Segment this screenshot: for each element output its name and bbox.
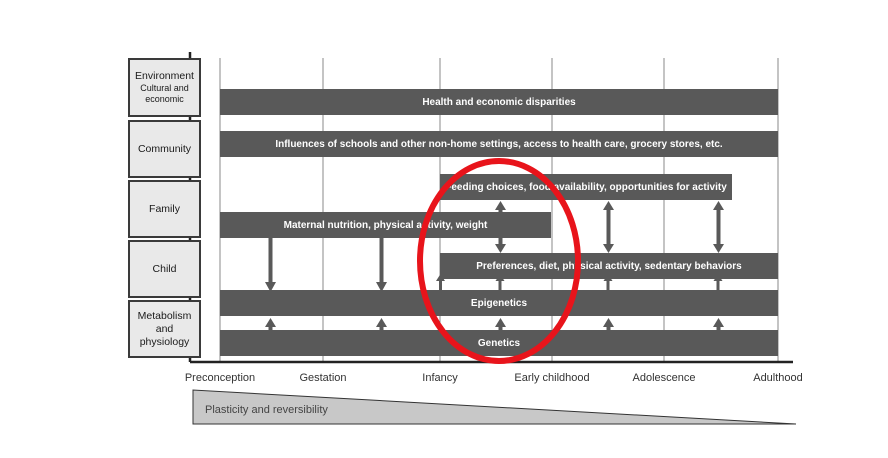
plasticity-label: Plasticity and reversibility (205, 404, 328, 416)
bar-influences: Influences of schools and other non-home settings, access to health care, grocery stores, etc. (220, 131, 778, 157)
bar-health-disparities: Health and economic disparities (220, 89, 778, 115)
double-arrow-icon (603, 201, 614, 253)
row-label-environment: Environment (135, 70, 194, 82)
row-metabolism (128, 300, 201, 358)
stage-preconception: Preconception (184, 372, 256, 384)
stage-adolescence: Adolescence (632, 372, 696, 384)
bar-genetics: Genetics (220, 330, 778, 356)
bar-preferences: Preferences, diet, physical activity, sedentary behaviors (440, 253, 778, 279)
arrow-down-icon (265, 238, 276, 292)
row-child (128, 240, 201, 298)
row-label-metabolism: Metabolism and physiology (137, 309, 192, 348)
row-environment (128, 58, 201, 117)
row-community (128, 120, 201, 178)
bar-feeding-choices: Feeding choices, food availability, opportunities for activity (440, 174, 732, 200)
row-sub-environment: Cultural and economic (140, 83, 189, 104)
bar-maternal-nutrition: Maternal nutrition, physical activity, weight (220, 212, 551, 238)
row-label-community: Community (137, 142, 192, 155)
stage-adulthood: Adulthood (753, 372, 803, 384)
stage-early-childhood: Early childhood (514, 372, 590, 384)
stage-gestation: Gestation (299, 372, 347, 384)
stage-infancy: Infancy (422, 372, 458, 384)
row-label-family: Family (149, 202, 180, 215)
arrow-down-icon (376, 238, 387, 292)
double-arrow-icon (713, 201, 724, 253)
row-family (128, 180, 201, 238)
bar-epigenetics: Epigenetics (220, 290, 778, 316)
row-label-child: Child (152, 262, 177, 275)
